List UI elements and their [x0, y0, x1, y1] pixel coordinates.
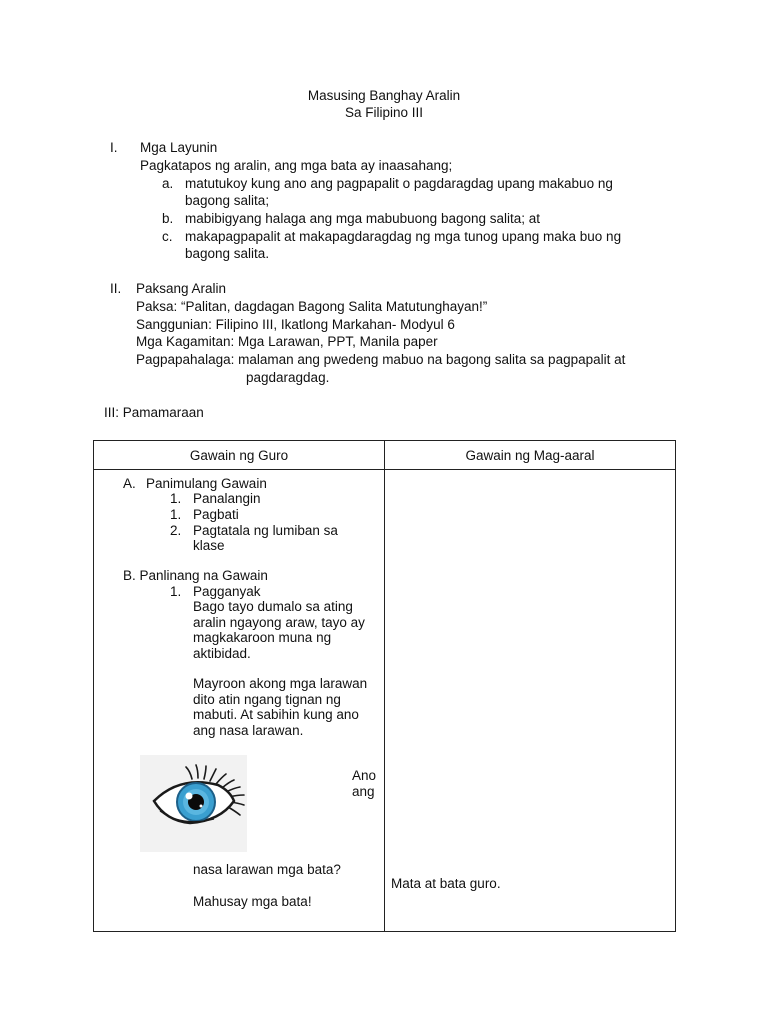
- procedure-table: [93, 440, 676, 932]
- section-2-title: Paksang Aralin: [136, 281, 227, 296]
- eye-image: [140, 755, 247, 852]
- guro-cell: [94, 470, 385, 932]
- document-subtitle: Sa Filipino III: [344, 105, 424, 120]
- objective-c-letter: c.: [162, 229, 173, 244]
- a-item-1-num: 1.: [170, 491, 182, 506]
- para1-line4: aktibidad.: [193, 646, 251, 661]
- objective-b-letter: b.: [162, 211, 174, 226]
- section-1-number: I.: [110, 140, 118, 155]
- b-item-title: Pagganyak: [193, 584, 261, 599]
- b-item-num: 1.: [170, 584, 182, 599]
- objective-a-line2: bagong salita;: [185, 193, 270, 208]
- objective-a-line1: matutukoy kung ano ang pagpapalit o pagdaragdag upang makabuo ng: [185, 176, 613, 191]
- para2-line4: ang nasa larawan.: [193, 723, 304, 738]
- section-2-number: II.: [110, 281, 122, 296]
- mag-aaral-cell: [385, 470, 676, 932]
- objective-a-letter: a.: [162, 176, 174, 191]
- section-1-title: Mga Layunin: [140, 140, 218, 155]
- student-answer: Mata at bata guro.: [391, 876, 501, 891]
- ano-text: Ano: [352, 768, 377, 783]
- ang-text: ang: [352, 784, 375, 799]
- paksa: Paksa: “Palitan, dagdagan Bagong Salita Matutunghayan!”: [136, 299, 488, 314]
- para2-line1: Mayroon akong mga larawan: [193, 676, 368, 691]
- praise-text: Mahusay mga bata!: [193, 894, 312, 909]
- header-gawain-guro: Gawain ng Guro: [94, 441, 385, 470]
- objective-c-line1: makapagpapalit at makapagdaragdag ng mga tunog upang maka buo ng: [185, 229, 622, 244]
- a-title: Panimulang Gawain: [146, 476, 267, 491]
- a-item-3-num: 2.: [170, 523, 182, 538]
- kagamitan: Mga Kagamitan: Mga Larawan, PPT, Manila paper: [136, 334, 438, 349]
- document-title: Masusing Banghay Aralin: [307, 88, 461, 103]
- a-letter: A.: [123, 476, 136, 491]
- section-1-intro: Pagkatapos ng aralin, ang mga bata ay inaasahang;: [140, 158, 453, 173]
- pagpapahalaga-line2: pagdaragdag.: [246, 370, 330, 385]
- para1-line3: magkakaroon muna ng: [193, 630, 332, 645]
- section-3-title: III: Pamamaraan: [104, 405, 204, 420]
- a-item-2-num: 1.: [170, 507, 182, 522]
- para1-line2: aralin ngayong araw, tayo ay: [193, 615, 365, 630]
- objective-c-line2: bagong salita.: [185, 246, 270, 261]
- header-gawain-mag-aaral: Gawain ng Mag-aaral: [385, 441, 676, 470]
- para2-line3: mabuti. At sabihin kung ano: [193, 707, 359, 722]
- objective-b-line1: mabibigyang halaga ang mga mabubuong bagong salita; at: [185, 211, 541, 226]
- para1-line1: Bago tayo dumalo sa ating: [193, 599, 353, 614]
- a-item-1-text: Panalangin: [193, 491, 261, 506]
- a-item-3-text: Pagtatala ng lumiban sa: [193, 523, 338, 538]
- pagpapahalaga-line1: Pagpapahalaga: malaman ang pwedeng mabuo na bagong salita sa pagpapalit at: [136, 352, 626, 367]
- eye-icon: [140, 755, 247, 852]
- para2-line2: dito atin ngang tignan ng: [193, 692, 341, 707]
- sanggunian: Sanggunian: Filipino III, Ikatlong Markahan- Modyul 6: [136, 317, 455, 332]
- a-item-3-cont: klase: [193, 538, 225, 553]
- question-text: nasa larawan mga bata?: [193, 862, 341, 877]
- a-item-2-text: Pagbati: [193, 507, 239, 522]
- b-title: B. Panlinang na Gawain: [123, 568, 268, 583]
